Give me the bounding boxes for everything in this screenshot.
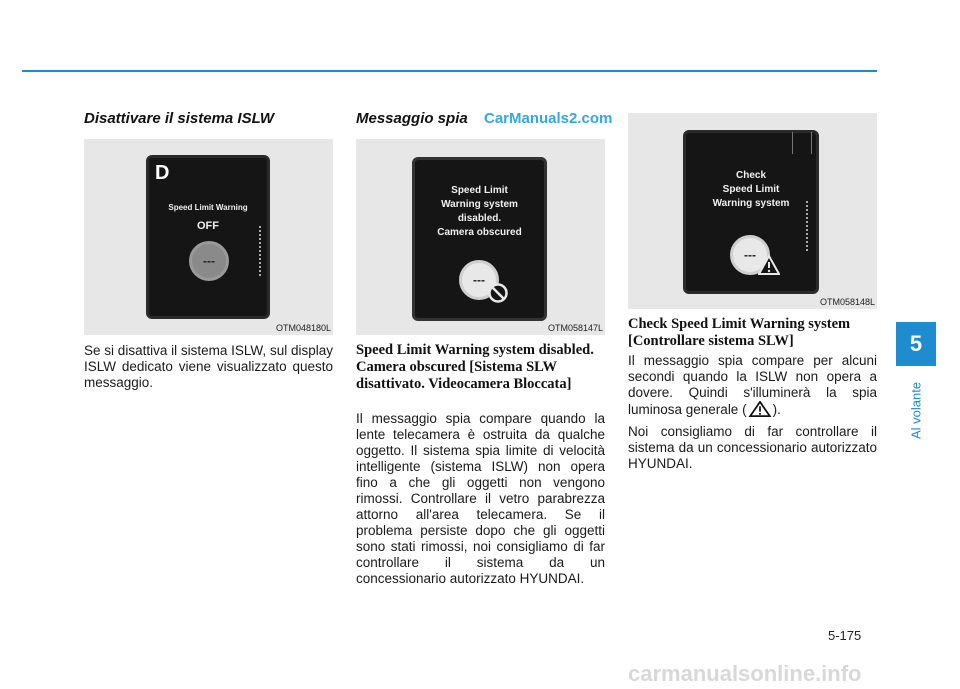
speed-limit-sign-icon: --- [730, 235, 770, 275]
warning-triangle-icon [758, 255, 780, 275]
top-rule [22, 70, 877, 72]
screen-title: Speed Limit Warning [168, 203, 248, 212]
figure-code: OTM058148L [819, 297, 875, 307]
paragraph: Il messaggio spia compare quando la lente telecamera è ostruita da qualche oggetto. Il sistema spia limite di velocità intelligente (sistema ISLW) non opera fino a che gli oggetti non vengono rimossi. Controllare il vetro parabrezza attorno all'area telecamera. Se il problema persiste dopo che gli oggetti sono stati rimossi, noi consigliamo di far controllare il sistema da un concessionario autorizzato HYUNDAI. [356, 411, 605, 586]
gauge-ticks [259, 226, 263, 276]
body-check-slw [628, 353, 877, 478]
gauge-ticks [806, 201, 810, 251]
cluster-screen [412, 157, 547, 321]
figure-code: OTM058147L [547, 323, 603, 333]
speed-limit-sign-icon: --- [459, 260, 499, 300]
figure-islw-off [84, 139, 333, 335]
chapter-title: Al volante [908, 381, 924, 439]
figure-camera-obscured [356, 139, 605, 335]
screen-line-1: Speed Limit [451, 185, 508, 196]
body-disable-islw [84, 343, 333, 397]
screen-status: OFF [197, 220, 219, 232]
gear-indicator: D [155, 162, 170, 184]
prohibited-icon [487, 282, 509, 304]
screen-line-4: Camera obscured [437, 227, 522, 238]
speed-limit-sign-icon: --- [189, 241, 229, 281]
cluster-screen [683, 130, 819, 294]
paragraph-text: Il messaggio spia compare per alcuni secondi quando la ISLW non opera a dovere. Quindi s'illuminerà la spia luminosa generale ( [628, 353, 877, 417]
screen-line-1: Check [735, 170, 766, 181]
subhead-check-slw: Check Speed Limit Warning system [Controllare sistema SLW] [628, 316, 851, 349]
paragraph [628, 353, 877, 418]
paragraph: Se si disattiva il sistema ISLW, sul display ISLW dedicato viene visualizzato questo messaggio. [84, 343, 333, 390]
screen-line-2: Warning system [441, 199, 518, 210]
figure-check-slw [628, 113, 877, 309]
screen-line-3: Warning system [712, 198, 790, 209]
cluster-screen [146, 155, 270, 319]
body-camera-obscured [356, 411, 605, 593]
paragraph-text-end: ). [772, 402, 781, 417]
heading-warning-message: Messaggio spia [356, 110, 468, 127]
paragraph: Noi consigliamo di far controllare il sistema da un concessionario autorizzato HYUNDAI. [628, 424, 877, 471]
screen-line-2: Speed Limit [722, 184, 780, 195]
subhead-camera-obscured: Speed Limit Warning system disabled. Camera obscured [Sistema SLW disattivato. Videocamera Bloccata] [356, 342, 594, 392]
screen-line-3: disabled. [457, 213, 502, 224]
figure-code: OTM048180L [275, 323, 331, 333]
chapter-tab: 5 [896, 322, 936, 366]
watermark-top: CarManuals2.com [484, 110, 613, 127]
warning-triangle-icon [747, 401, 773, 417]
page-number: 5-175 [828, 628, 862, 643]
heading-disable-islw: Disattivare il sistema ISLW [84, 110, 275, 127]
watermark-footer: carmanualsonline.info [628, 661, 862, 686]
screen-frame-tab [792, 132, 812, 154]
